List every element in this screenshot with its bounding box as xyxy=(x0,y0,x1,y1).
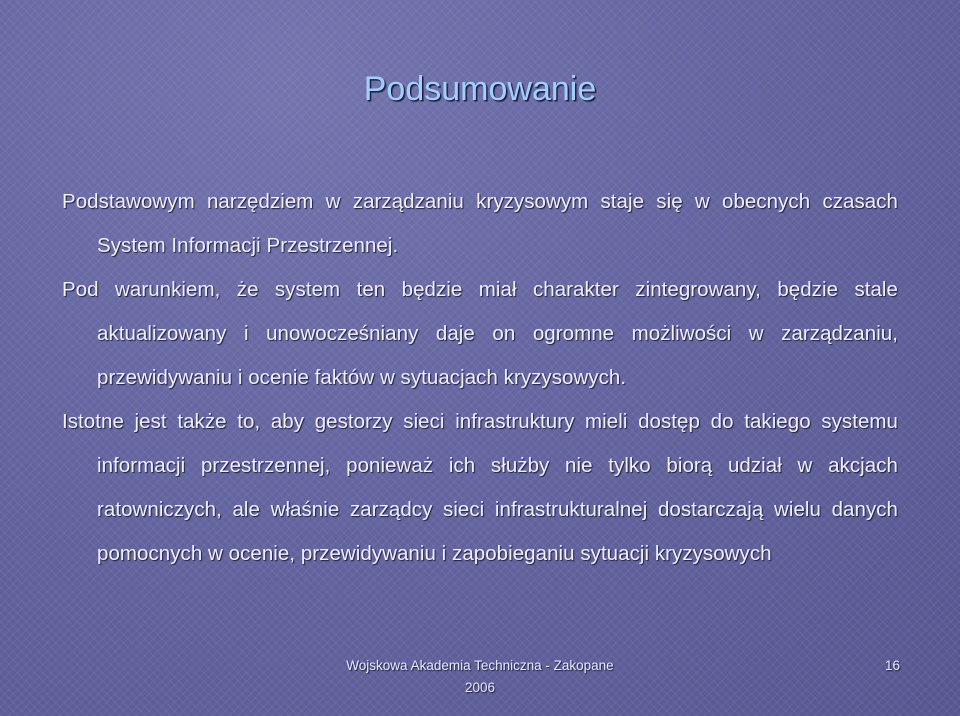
slide-footer xyxy=(330,655,630,699)
slide-title: Podsumowanie xyxy=(363,70,597,108)
paragraph-3: Istotne jest także to, aby gestorzy sieci infrastruktury mieli dostęp do takiego systemu informacji przestrzennej, ponieważ ich służby nie tylko biorą udział w akcjach ratowniczych, ale właśnie zarządcy sieci infrastrukturalnej dostarczają wielu danych pomocnych w ocenie, przewidywaniu i zapobieganiu sytuacji kryzysowych xyxy=(62,410,898,565)
page-number: 16 xyxy=(884,658,900,673)
paragraph-2: Pod warunkiem, że system ten będzie miał charakter zintegrowany, będzie stale aktualizowany i unowocześniany daje on ogromne możliwości w zarządzaniu, przewidywaniu i ocenie faktów w sytuacjach kryzysowych. xyxy=(62,278,898,389)
paragraph-1: Podstawowym narzędziem w zarządzaniu kryzysowym staje się w obecnych czasach System Informacji Przestrzennej. xyxy=(62,190,898,257)
footer-institution: Wojskowa Akademia Techniczna - Zakopane xyxy=(346,658,614,673)
slide-content xyxy=(62,180,898,576)
footer-year: 2006 xyxy=(464,680,496,695)
